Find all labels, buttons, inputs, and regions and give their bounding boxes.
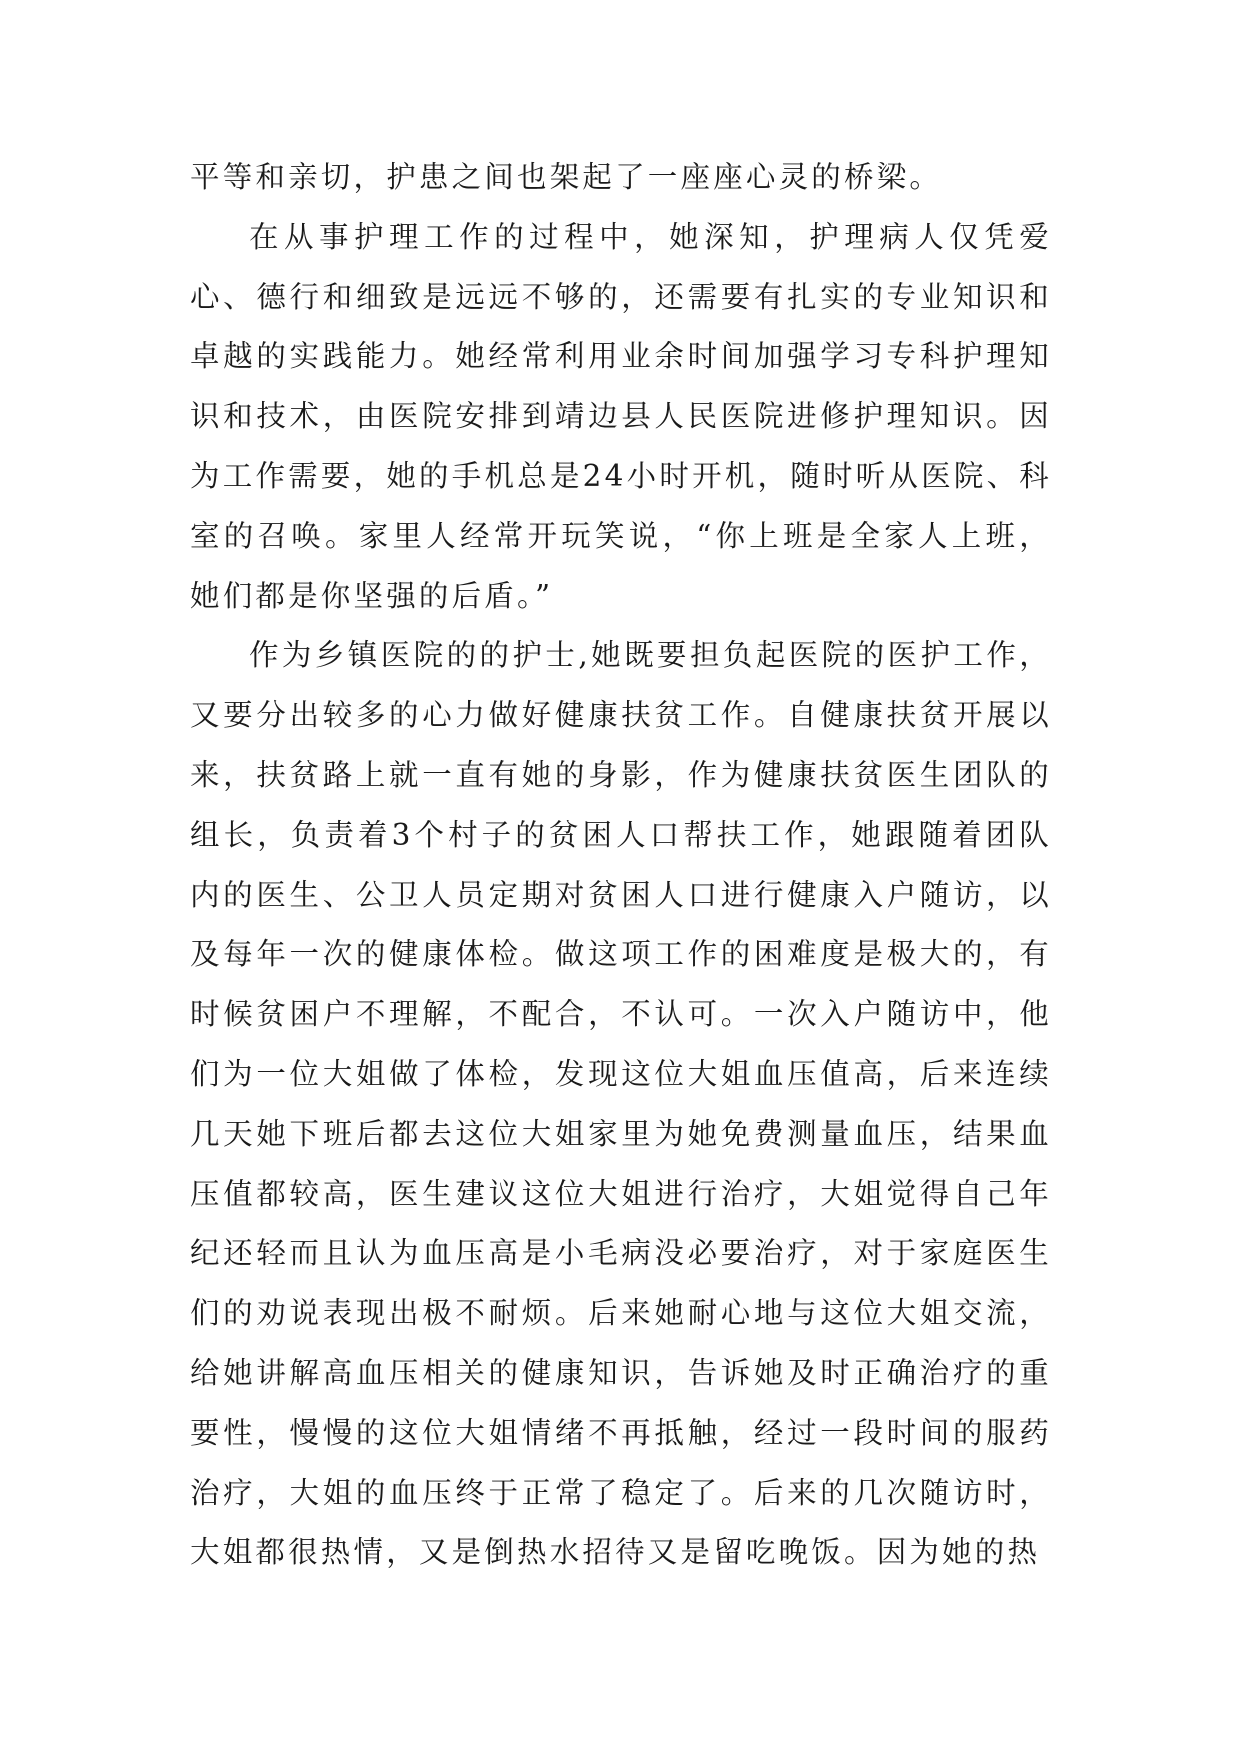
paragraph-2: 在从事护理工作的过程中，她深知，护理病人仅凭爱心、德行和细致是远远不够的，还需要有扎实的专业知识和卓越的实践能力。她经常利用业余时间加强学习专科护理知识和技术，由医院安排到靖边县人民医院进修护理知识。因为工作需要，她的手机总是24小时开机，随时听从医院、科室的召唤。家里人经常开玩笑说，“你上班是全家人上班，她们都是你坚强的后盾。” bbox=[190, 219, 1052, 613]
paragraph-1: 平等和亲切，护患之间也架起了一座座心灵的桥梁。 bbox=[190, 160, 943, 194]
body-text bbox=[190, 148, 1052, 1583]
paragraph-3: 作为乡镇医院的的护士,她既要担负起医院的医护工作，又要分出较多的心力做好健康扶贫工作。自健康扶贫开展以来，扶贫路上就一直有她的身影，作为健康扶贫医生团队的组长，负责着3个村子的贫困人口帮扶工作，她跟随着团队内的医生、公卫人员定期对贫困人口进行健康入户随访，以及每年一次的健康体检。做这项工作的困难度是极大的，有时候贫困户不理解，不配合，不认可。一次入户随访中，他们为一位大姐做了体检，发现这位大姐血压值高，后来连续几天她下班后都去这位大姐家里为她免费测量血压，结果血压值都较高，医生建议这位大姐进行治疗，大姐觉得自己年纪还轻而且认为血压高是小毛病没必要治疗，对于家庭医生们的劝说表现出极不耐烦。后来她耐心地与这位大姐交流，给她讲解高血压相关的健康知识，告诉她及时正确治疗的重要性，慢慢的这位大姐情绪不再抵触，经过一段时间的服药治疗，大姐的血压终于正常了稳定了。后来的几次随访时，大姐都很热情，又是倒热水招待又是留吃晚饭。因为她的热 bbox=[190, 638, 1052, 1570]
